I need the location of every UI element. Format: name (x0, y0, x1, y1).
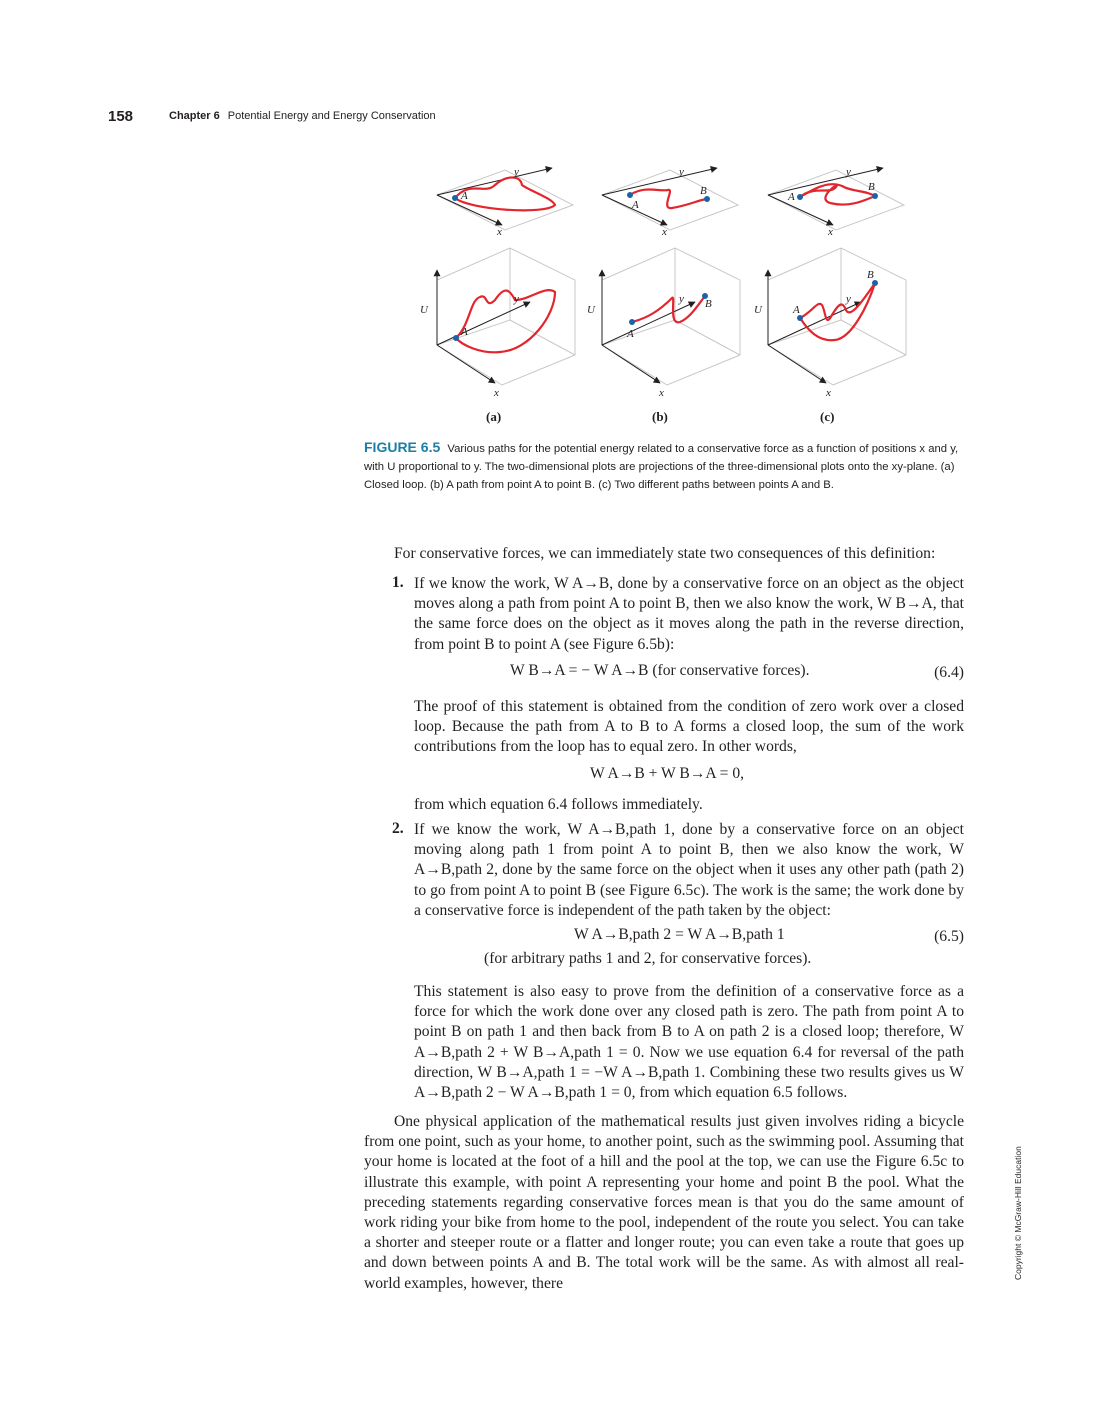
point-label-b: B (868, 181, 875, 193)
panel-label-b: (b) (652, 409, 668, 424)
equation-6-5: W A→B,path 2 = W A→B,path 1 (574, 926, 785, 943)
equation-6-5-note: (for arbitrary paths 1 and 2, for conservative forces). (484, 950, 812, 967)
point-label-a: A (632, 199, 639, 211)
chapter-label: Chapter 6 (169, 110, 220, 122)
axis-label-x: x (659, 387, 664, 399)
caption-text: Various paths for the potential energy related to a conservative force as a function of positions x and y, with U proportional to y. The two-dimensional plots are projections of the three-dimensional plots onto the xy-plane. (a) Closed loop. (b) A path from point A to point B. (c) Two different paths between points A and B. (364, 443, 959, 491)
panel-a-3d (437, 248, 575, 385)
body-paragraph: One physical application of the mathematical results just given involves riding a bicycle from one point, such as your home, to another point, such as the swimming pool. Assuming that your home is located at the foot of a hill and the pool at the top, we can use the Figure 6.5c to illustrate this example, with point A representing your home and point B the pool. What the preceding statements regarding conservative forces mean is that you do the same amount of work riding your bike from home to the pool, independent of the route you select. You can take a shorter and steeper route or a flatter and longer route; you can even take a route that goes up and down between points A and B. The total work will be the same. As with almost all real-world examples, however, there (364, 1113, 964, 1292)
running-head (169, 110, 436, 122)
after-sum-text: from which equation 6.4 follows immediately. (414, 796, 703, 813)
point-label-a: A (788, 191, 795, 203)
equation-6-4: W B→A = − W A→B (for conservative forces). (510, 662, 810, 679)
axis-label-y: y (679, 166, 684, 178)
panel-c-3d (768, 248, 906, 385)
axis-label-y: y (846, 293, 851, 305)
list-item-2: If we know the work, W A→B,path 1, done by a conservative force on an object moving along path 1 from point A to point B, then we also know the work, W A→B,path 2, done by the same force on the object when it uses any other path (path 2) to go from point A to point B (see Figure 6.5c). The work is the same; the work done by a conservative force is independent of the path taken by the object: (414, 821, 964, 919)
chapter-title: Potential Energy and Energy Conservation (227, 110, 436, 122)
point-label-b: B (700, 185, 707, 197)
point-label-b: B (867, 269, 874, 281)
point-label-a: A (627, 328, 634, 340)
figure-number: FIGURE 6.5 (364, 439, 441, 455)
axis-label-y: y (846, 166, 851, 178)
axis-label-x: x (662, 226, 667, 238)
panel-b-3d (602, 248, 740, 385)
axis-label-y: y (514, 293, 519, 305)
panel-label-a: (a) (486, 409, 502, 424)
axis-label-x: x (828, 226, 833, 238)
list-item-1: If we know the work, W A→B, done by a conservative force on an object as the object moves along a path from point A to point B, then we also know the work, W B→A, that the same force does on the object as it moves along the path in the reverse direction, from point B to point A (see Figure 6.5b): (414, 575, 964, 653)
point-label-a: A (793, 304, 800, 316)
panel-b-2d (602, 168, 738, 230)
equation-sum: W A→B + W B→A = 0, (590, 765, 745, 782)
axis-label-y: y (679, 293, 684, 305)
axis-label-u: U (754, 304, 762, 316)
axis-label-y: y (514, 166, 519, 178)
axis-label-x: x (497, 226, 502, 238)
figure-caption (364, 438, 964, 494)
list-number-1: 1. (392, 574, 404, 591)
figure-6-5 (420, 160, 920, 430)
point-label-a: A (461, 190, 468, 202)
axis-label-u: U (587, 304, 595, 316)
copyright-notice: Copyright © McGraw-Hill Education (1013, 1146, 1023, 1280)
panel-label-c: (c) (820, 409, 835, 424)
point-label-a: A (461, 326, 468, 338)
panel-a-2d (437, 168, 573, 230)
axis-label-x: x (494, 387, 499, 399)
proof-1: The proof of this statement is obtained from the condition of zero work over a closed loop. Because the path from A to B to A forms a closed loop, the sum of the work contributions from the loop has to equal zero. In other words, (414, 698, 964, 756)
equation-number-6-4: (6.4) (934, 664, 964, 681)
axis-label-u: U (420, 304, 428, 316)
page-number: 158 (108, 108, 134, 125)
axis-label-x: x (826, 387, 831, 399)
point-label-b: B (705, 298, 712, 310)
intro-text: For conservative forces, we can immediately state two consequences of this definition: (394, 545, 936, 562)
list-number-2: 2. (392, 820, 404, 837)
equation-number-6-5: (6.5) (934, 928, 964, 945)
proof-2: This statement is also easy to prove from the definition of a conservative force as a force for which the work done over any closed path is zero. The path from point A to point B on path 1 and then back from B to A on path 2 is a closed loop; therefore, W A→B,path 2 + W B→A,path 1 = 0. Now we use equation 6.4 for reversal of the path direction, W B→A,path 1 = −W A→B,path 1. Combining these two results gives us W A→B,path 2 − W A→B,path 1 = 0, from which equation 6.5 follows. (414, 983, 964, 1102)
